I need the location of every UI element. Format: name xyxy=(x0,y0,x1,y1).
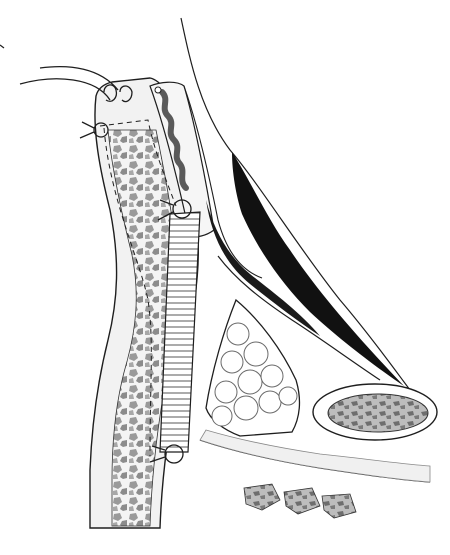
upper-contour-line xyxy=(181,18,410,390)
corner-tick-mark xyxy=(0,45,4,48)
bone-fragments xyxy=(244,484,356,518)
extraocular-muscle-inner xyxy=(328,394,428,432)
gland-opening xyxy=(155,87,161,93)
